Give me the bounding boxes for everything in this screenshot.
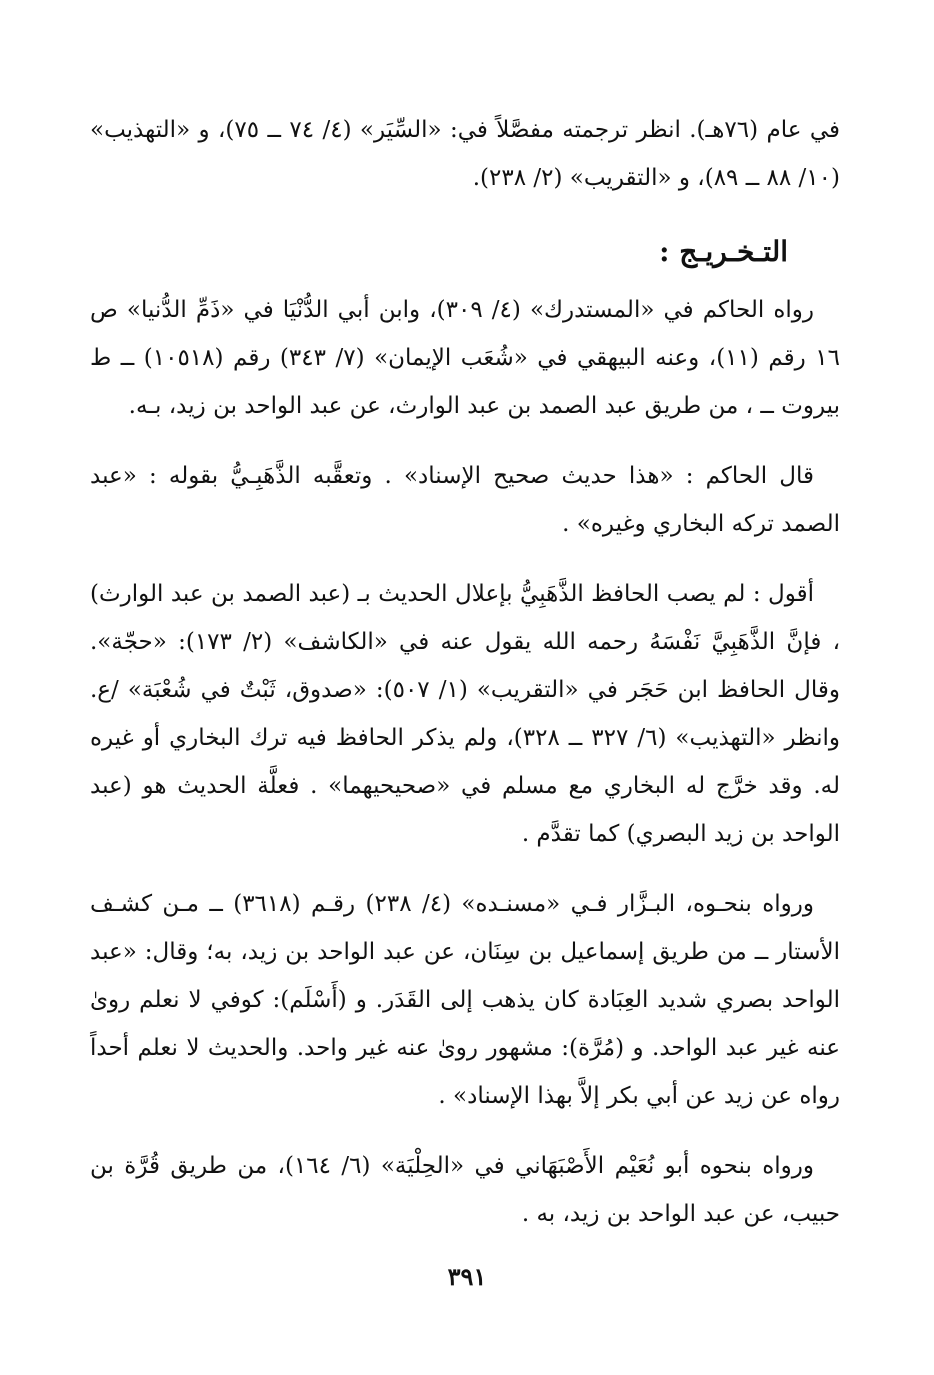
- section-heading-takhrij: التـخـريـج :: [659, 235, 788, 268]
- paragraph-author-comment: أقول : لم يصب الحافظ الذَّهَبِيُّ بإعلال الحديث بـ (عبد الصمد بن عبد الوارث) ، فإنَّ الذَّهَبِيَّ نَفْسَهُ رحمه الله يقول عنه في «الكاشف» (٢/ ١٧٣): «حجّة». وقال الحافظ ابن حَجَر في «التقريب» (١/ ٥٠٧): «صدوق، ثَبْتٌ في شُعْبَة» /ع. وانظر «التهذيب» (٦/ ٣٢٧ ــ ٣٢٨)، ولم يذكر الحافظ فيه ترك البخاري أو غيره له. وقد خرَّج له البخاري مع مسلم في «صحيحيهما» . فعلَّة الحديث هو (عبد الواحد بن زيد البصري) كما تقدَّم .: [90, 581, 841, 847]
- paragraph-bazzar-narration: ورواه بنحـوه، البـزَّار فـي «مسنـده» (٤/ ٢٣٨) رقـم (٣٦١٨) ــ مـن كشـف الأستار ــ من طريق إسماعيل بن سِنَان، عن عبد الواحد بن زيد، به؛ وقال: «عبد الواحد بصري شديد العِبَادة كان يذهب إلى القَدَر. و (أَسْلَم): كوفي لا نعلم روىٰ عنه غير عبد الواحد. و (مُرَّة): مشهور روىٰ عنه غير واحد. والحديث لا نعلم أحداً رواه عن زيد عن أبي بكر إلاَّ بهذا الإسناد» .: [90, 891, 840, 1109]
- page-number: ٣٩١: [447, 1262, 487, 1291]
- paragraph-abu-nuaym-narration: ورواه بنحوه أبو نُعَيْم الأَصْبَهَاني في «الحِلْيَة» (٦/ ١٦٤)، من طريق قُرَّة بن حبيب، عن عبد الواحد بن زيد، به .: [90, 1153, 840, 1227]
- paragraph-hakim-narration: رواه الحاكم في «المستدرك» (٤/ ٣٠٩)، وابن أبي الدُّنْيَا في «ذَمِّ الدُّنيا» ص ١٦ رقم (١١)، وعنه البيهقي في «شُعَب الإيمان» (٧/ ٣٤٣) رقم (١٠٥١٨) ــ ط بيروت ــ ، من طريق عبد الصمد بن عبد الوارث، عن عبد الواحد بن زيد، بـه.: [90, 297, 841, 419]
- page-body: [90, 106, 840, 1260]
- paragraph-continuation: في عام (٧٦هـ). انظر ترجمته مفصَّلاً في: «السِّيَر» (٤/ ٧٤ ــ ٧٥)، و «التهذيب» (١٠/ ٨٨ ــ ٨٩)، و «التقريب» (٢/ ٢٣٨).: [90, 117, 840, 191]
- paragraph-hakim-comment: قال الحاكم : «هذا حديث صحيح الإسناد» . وتعقَّبه الذَّهَبِـيُّ بقوله : «عبد الصمد تركه البخاري وغيره» .: [90, 463, 840, 537]
